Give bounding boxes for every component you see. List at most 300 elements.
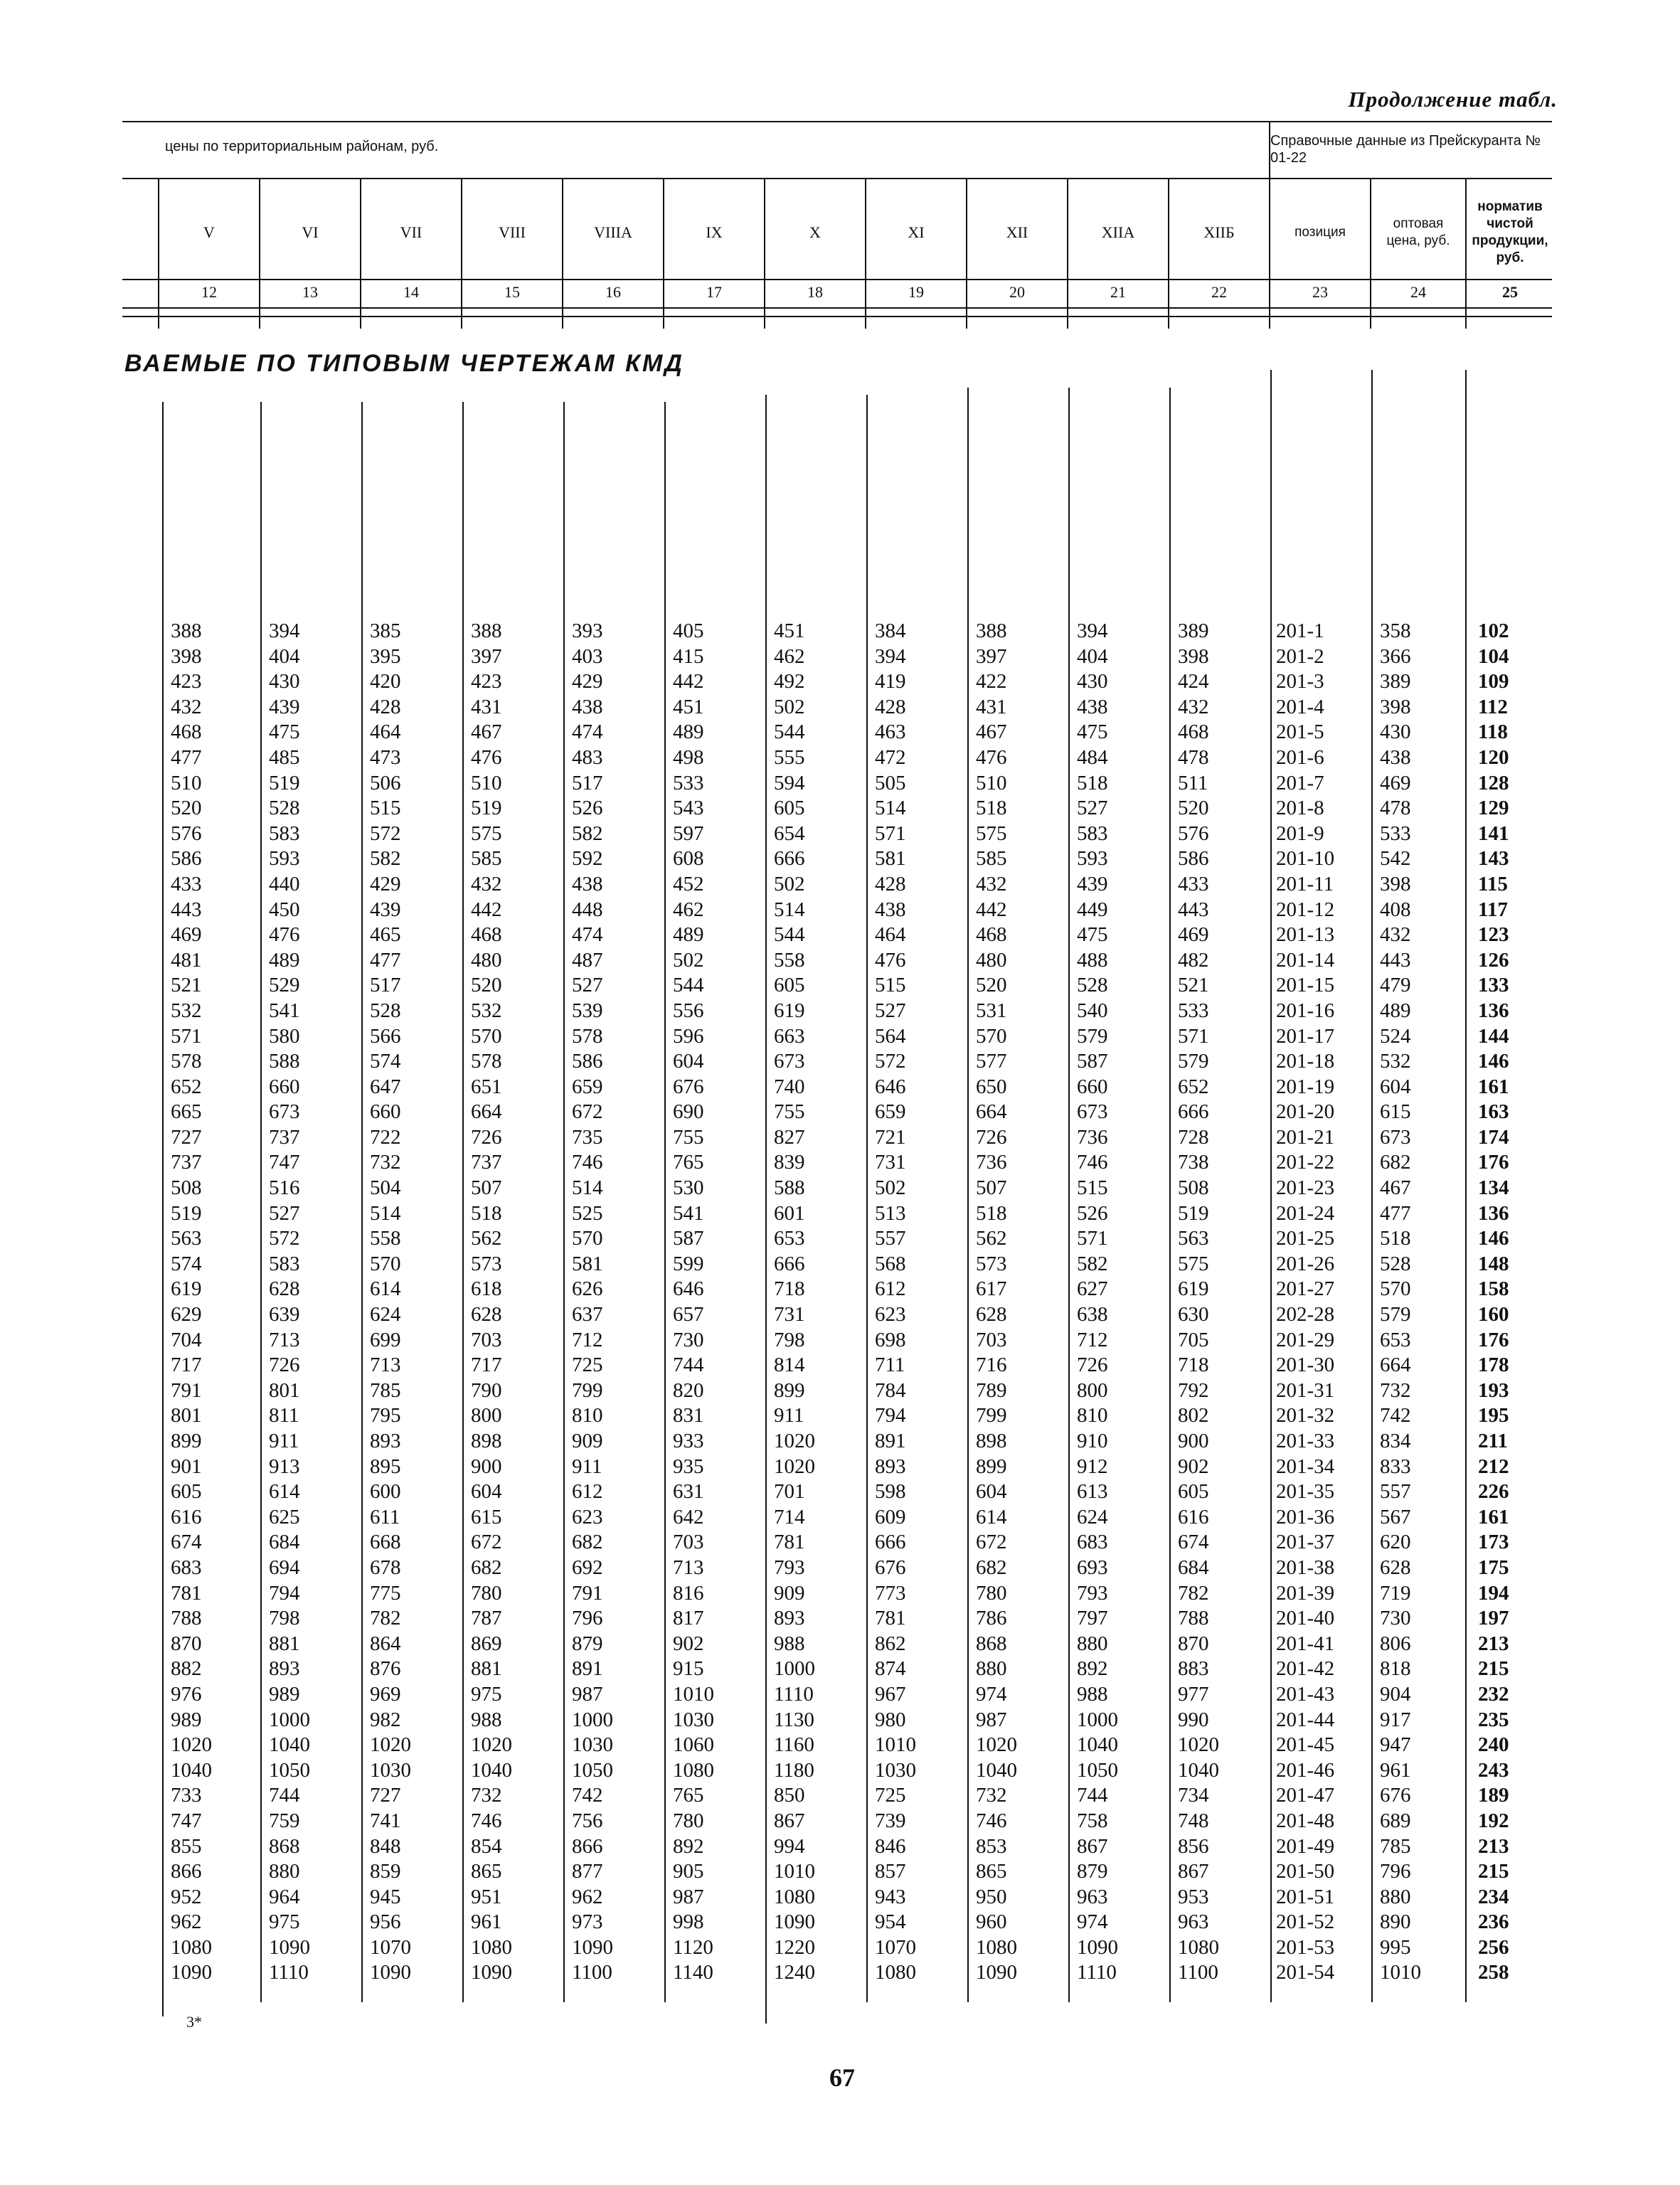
table-cell: 833: [1380, 1455, 1411, 1478]
table-cell: 1000: [269, 1708, 310, 1731]
table-cell: 1070: [370, 1935, 411, 1959]
table-cell: 898: [471, 1430, 502, 1452]
table-cell: 792: [1178, 1378, 1209, 1402]
reference-data-title: Справочные данные из Прейскуранта № 01-22: [1270, 133, 1541, 166]
table-cell: 732: [471, 1784, 502, 1807]
table-cell: 178: [1478, 1354, 1509, 1377]
table-cell: 567: [1380, 1505, 1411, 1529]
table-cell: 628: [269, 1277, 300, 1301]
table-cell: 403: [572, 644, 603, 668]
table-cell: 201-2: [1276, 644, 1324, 668]
table-cell: 964: [269, 1885, 300, 1908]
table-cell: 758: [1077, 1809, 1108, 1832]
table-cell: 516: [269, 1176, 300, 1200]
table-cell: 473: [370, 745, 401, 769]
table-cell: 734: [1178, 1784, 1209, 1807]
table-cell: 598: [875, 1480, 906, 1504]
table-cell: 428: [370, 695, 401, 718]
table-cell: 163: [1478, 1100, 1509, 1124]
table-cell: 432: [976, 872, 1007, 895]
column-rule: [563, 402, 565, 2002]
table-cell: 703: [976, 1328, 1007, 1351]
column-number: 23: [1312, 283, 1328, 301]
table-cell: 880: [1077, 1632, 1108, 1655]
table-cell: 518: [976, 797, 1007, 820]
table-cell: 558: [370, 1227, 401, 1250]
table-cell: 727: [370, 1784, 401, 1807]
table-cell: 498: [673, 745, 704, 769]
table-cell: 902: [673, 1632, 704, 1655]
table-cell: 653: [1380, 1328, 1411, 1351]
table-cell: 741: [370, 1809, 401, 1832]
table-cell: 877: [572, 1860, 603, 1883]
table-cell: 388: [976, 620, 1007, 642]
table-cell: 593: [269, 847, 300, 871]
column-head-wholesale-price: оптовая цена, руб.: [1386, 216, 1450, 248]
table-cell: 624: [370, 1303, 401, 1327]
table-cell: 814: [774, 1354, 805, 1377]
table-cell: 726: [471, 1125, 502, 1149]
table-cell: 676: [875, 1556, 906, 1579]
column-head-net-production-norm: норматив чистой продукции, руб.: [1472, 199, 1548, 265]
table-cell: 109: [1478, 670, 1509, 693]
table-cell: 731: [875, 1151, 906, 1174]
table-cell: 581: [572, 1252, 603, 1275]
column-head-XIIA: XIIA: [1101, 223, 1135, 241]
table-cell: 201-1: [1276, 620, 1324, 642]
table-cell: 990: [1178, 1708, 1209, 1731]
table-cell: 909: [774, 1581, 805, 1605]
table-cell: 585: [471, 847, 502, 871]
table-cell: 646: [875, 1075, 906, 1098]
table-cell: 911: [572, 1455, 602, 1478]
table-cell: 684: [1178, 1556, 1209, 1579]
table-cell: 1020: [1178, 1733, 1219, 1757]
table-cell: 713: [673, 1556, 704, 1579]
table-cell: 604: [471, 1480, 502, 1504]
table-cell: 430: [1380, 721, 1411, 744]
table-cell: 557: [875, 1227, 906, 1250]
table-cell: 747: [171, 1809, 202, 1832]
table-cell: 859: [370, 1860, 401, 1883]
table-cell: 544: [774, 923, 805, 947]
table-cell: 431: [976, 695, 1007, 718]
table-cell: 870: [1178, 1632, 1209, 1655]
column-head-IX: IX: [706, 223, 723, 241]
table-cell: 619: [1178, 1277, 1209, 1301]
table-cell: 389: [1380, 670, 1411, 693]
table-cell: 614: [370, 1277, 401, 1301]
table-cell: 717: [171, 1354, 202, 1377]
table-cell: 787: [471, 1607, 502, 1630]
table-cell: 1120: [673, 1935, 713, 1959]
table-cell: 943: [875, 1885, 906, 1908]
table-cell: 604: [976, 1480, 1007, 1504]
table-cell: 201-23: [1276, 1176, 1335, 1200]
table-cell: 528: [1077, 974, 1108, 997]
table-cell: 469: [1178, 923, 1209, 947]
table-cell: 508: [171, 1176, 202, 1200]
table-cell: 802: [1178, 1404, 1209, 1428]
table-cell: 484: [1077, 745, 1108, 769]
table-cell: 483: [572, 745, 603, 769]
table-cell: 201-11: [1276, 872, 1334, 895]
table-cell: 982: [370, 1708, 401, 1731]
table-cell: 571: [1178, 1024, 1209, 1048]
table-cell: 846: [875, 1834, 906, 1858]
table-cell: 881: [471, 1657, 502, 1681]
table-cell: 956: [370, 1910, 401, 1934]
table-cell: 652: [1178, 1075, 1209, 1098]
table-cell: 201-16: [1276, 999, 1335, 1022]
table-cell: 519: [171, 1201, 202, 1225]
table-cell: 806: [1380, 1632, 1411, 1655]
column-rule: [765, 395, 767, 2024]
table-cell: 726: [1077, 1354, 1108, 1377]
table-cell: 902: [1178, 1455, 1209, 1478]
table-cell: 243: [1478, 1758, 1509, 1782]
table-cell: 173: [1478, 1531, 1509, 1554]
table-cell: 673: [774, 1050, 805, 1073]
table-cell: 201-49: [1276, 1834, 1335, 1858]
table-cell: 673: [1077, 1100, 1108, 1124]
table-cell: 586: [1178, 847, 1209, 871]
table-cell: 988: [774, 1632, 805, 1655]
table-cell: 201-54: [1276, 1961, 1335, 1984]
table-cell: 701: [774, 1480, 805, 1504]
table-cell: 713: [370, 1354, 401, 1377]
table-cell: 975: [269, 1910, 300, 1934]
table-cell: 628: [976, 1303, 1007, 1327]
table-cell: 201-22: [1276, 1151, 1335, 1174]
table-cell: 144: [1478, 1024, 1509, 1048]
table-cell: 201-36: [1276, 1505, 1335, 1529]
table-cell: 712: [1077, 1328, 1108, 1351]
table-cell: 532: [471, 999, 502, 1022]
column-number: 16: [605, 283, 621, 301]
table-cell: 1020: [471, 1733, 512, 1757]
table-cell: 525: [572, 1201, 603, 1225]
table-cell: 511: [1178, 771, 1208, 794]
table-cell: 571: [875, 822, 906, 845]
table-cell: 740: [774, 1075, 805, 1098]
table-cell: 788: [171, 1607, 202, 1630]
table-cell: 430: [269, 670, 300, 693]
table-cell: 586: [572, 1050, 603, 1073]
table-cell: 474: [572, 923, 603, 947]
table-cell: 866: [171, 1860, 202, 1883]
table-cell: 1040: [1077, 1733, 1118, 1757]
table-cell: 158: [1478, 1277, 1509, 1301]
table-cell: 672: [471, 1531, 502, 1554]
table-cell: 839: [774, 1151, 805, 1174]
table-cell: 1020: [370, 1733, 411, 1757]
table-cell: 588: [269, 1050, 300, 1073]
table-cell: 464: [370, 721, 401, 744]
table-cell: 430: [1077, 670, 1108, 693]
table-cell: 756: [572, 1809, 603, 1832]
table-cell: 133: [1478, 974, 1509, 997]
table-cell: 639: [269, 1303, 300, 1327]
table-cell: 515: [875, 974, 906, 997]
table-cell: 689: [1380, 1809, 1411, 1832]
column-head-XI: XI: [908, 223, 925, 241]
table-cell: 1030: [370, 1758, 411, 1782]
table-cell: 682: [976, 1556, 1007, 1579]
table-cell: 480: [471, 948, 502, 972]
table-cell: 746: [471, 1809, 502, 1832]
table-cell: 527: [269, 1201, 300, 1225]
table-cell: 616: [1178, 1505, 1209, 1529]
table-cell: 1020: [976, 1733, 1017, 1757]
table-cell: 935: [673, 1455, 704, 1478]
table-cell: 161: [1478, 1505, 1509, 1529]
table-cell: 566: [370, 1024, 401, 1048]
table-cell: 467: [1380, 1176, 1411, 1200]
table-cell: 674: [171, 1531, 202, 1554]
table-cell: 673: [269, 1100, 300, 1124]
table-cell: 782: [1178, 1581, 1209, 1605]
table-cell: 533: [1380, 822, 1411, 845]
data-column-X: [774, 619, 815, 1986]
table-cell: 556: [673, 999, 704, 1022]
table-cell: 854: [471, 1834, 502, 1858]
table-cell: 618: [471, 1277, 502, 1301]
table-cell: 727: [171, 1125, 202, 1149]
column-rule: [664, 402, 666, 2002]
table-cell: 952: [171, 1885, 202, 1908]
column-number: 20: [1009, 283, 1025, 301]
table-cell: 893: [875, 1455, 906, 1478]
table-cell: 816: [673, 1581, 704, 1605]
table-cell: 594: [774, 771, 805, 794]
table-cell: 393: [572, 620, 603, 642]
table-cell: 232: [1478, 1682, 1509, 1706]
table-cell: 176: [1478, 1151, 1509, 1174]
table-cell: 905: [673, 1860, 704, 1883]
table-cell: 950: [976, 1885, 1007, 1908]
table-cell: 1100: [572, 1961, 612, 1984]
table-cell: 433: [171, 872, 202, 895]
table-cell: 605: [774, 797, 805, 820]
table-cell: 856: [1178, 1834, 1209, 1858]
table-cell: 737: [471, 1151, 502, 1174]
table-cell: 492: [774, 670, 805, 693]
table-cell: 394: [875, 644, 906, 668]
table-cell: 974: [1077, 1910, 1108, 1934]
table-cell: 570: [572, 1227, 603, 1250]
table-cell: 526: [572, 797, 603, 820]
table-cell: 773: [875, 1581, 906, 1605]
table-cell: 1090: [471, 1961, 512, 1984]
column-rule: [260, 402, 262, 2002]
column-number: 15: [504, 283, 520, 301]
table-cell: 573: [976, 1252, 1007, 1275]
table-cell: 726: [976, 1125, 1007, 1149]
column-number: 19: [908, 283, 924, 301]
table-cell: 575: [976, 822, 1007, 845]
table-cell: 1080: [875, 1961, 916, 1984]
table-cell: 1100: [1178, 1961, 1218, 1984]
table-cell: 820: [673, 1378, 704, 1402]
column-number: 22: [1211, 283, 1227, 301]
table-cell: 583: [269, 822, 300, 845]
column-rule: [967, 388, 969, 2002]
table-cell: 514: [370, 1201, 401, 1225]
data-column-wholesale-price: [1380, 619, 1421, 1986]
table-cell: 867: [1077, 1834, 1108, 1858]
table-cell: 865: [471, 1860, 502, 1883]
table-cell: 683: [1077, 1531, 1108, 1554]
table-cell: 579: [1380, 1303, 1411, 1327]
table-cell: 394: [269, 620, 300, 642]
table-cell: 664: [1380, 1354, 1411, 1377]
table-cell: 201-52: [1276, 1910, 1335, 1934]
table-cell: 874: [875, 1657, 906, 1681]
table-cell: 850: [774, 1784, 805, 1807]
table-cell: 480: [976, 948, 1007, 972]
table-cell: 201-6: [1276, 745, 1324, 769]
column-head-XII: XII: [1006, 223, 1028, 241]
table-cell: 867: [1178, 1860, 1209, 1883]
table-cell: 791: [572, 1581, 603, 1605]
table-cell: 989: [171, 1708, 202, 1731]
table-cell: 718: [1178, 1354, 1209, 1377]
table-cell: 781: [171, 1581, 202, 1605]
table-cell: 366: [1380, 644, 1411, 668]
table-cell: 801: [171, 1404, 202, 1428]
table-cell: 748: [1178, 1809, 1209, 1832]
prices-by-region-title: цены по территориальным районам, руб.: [165, 139, 439, 154]
table-cell: 637: [572, 1303, 603, 1327]
table-cell: 527: [1077, 797, 1108, 820]
table-cell: 201-32: [1276, 1404, 1335, 1428]
table-cell: 438: [572, 872, 603, 895]
table-cell: 443: [1178, 898, 1209, 921]
column-number: 12: [201, 283, 217, 301]
table-cell: 557: [1380, 1480, 1411, 1504]
table-cell: 201-44: [1276, 1708, 1335, 1731]
table-cell: 974: [976, 1682, 1007, 1706]
table-cell: 580: [269, 1024, 300, 1048]
table-cell: 583: [1077, 822, 1108, 845]
column-head-V: V: [203, 223, 215, 241]
table-cell: 730: [1380, 1607, 1411, 1630]
table-cell: 799: [572, 1378, 603, 1402]
table-cell: 898: [976, 1430, 1007, 1452]
table-cell: 899: [774, 1378, 805, 1402]
table-cell: 1030: [572, 1733, 613, 1757]
table-cell: 507: [976, 1176, 1007, 1200]
table-cell: 476: [471, 745, 502, 769]
header-mid-rule: [122, 178, 1552, 179]
table-cell: 881: [269, 1632, 300, 1655]
table-cell: 235: [1478, 1708, 1509, 1731]
table-cell: 197: [1478, 1607, 1509, 1630]
table-cell: 703: [673, 1531, 704, 1554]
table-cell: 585: [976, 847, 1007, 871]
table-cell: 895: [370, 1455, 401, 1478]
table-cell: 630: [1178, 1303, 1209, 1327]
table-cell: 201-10: [1276, 847, 1335, 871]
table-cell: 672: [572, 1100, 603, 1124]
table-cell: 865: [976, 1860, 1007, 1883]
table-cell: 1090: [171, 1961, 212, 1984]
column-rule: [1465, 370, 1467, 2002]
table-cell: 799: [976, 1404, 1007, 1428]
table-cell: 969: [370, 1682, 401, 1706]
table-cell: 967: [875, 1682, 906, 1706]
table-cell: 463: [875, 721, 906, 744]
table-cell: 442: [471, 898, 502, 921]
table-cell: 600: [370, 1480, 401, 1504]
table-cell: 962: [572, 1885, 603, 1908]
table-cell: 893: [774, 1607, 805, 1630]
table-cell: 817: [673, 1607, 704, 1630]
table-cell: 575: [1178, 1252, 1209, 1275]
table-cell: 519: [269, 771, 300, 794]
table-cell: 201-3: [1276, 670, 1324, 693]
table-cell: 438: [1380, 745, 1411, 769]
table-cell: 650: [976, 1075, 1007, 1098]
table-cell: 136: [1478, 1201, 1509, 1225]
table-cell: 201-33: [1276, 1430, 1335, 1452]
table-cell: 892: [1077, 1657, 1108, 1681]
table-cell: 115: [1478, 872, 1508, 895]
table-cell: 555: [774, 745, 805, 769]
table-cell: 201-50: [1276, 1860, 1335, 1883]
table-cell: 977: [1178, 1682, 1209, 1706]
table-cell: 593: [1077, 847, 1108, 871]
table-cell: 141: [1478, 822, 1509, 845]
table-cell: 692: [572, 1556, 603, 1579]
table-cell: 478: [1178, 745, 1209, 769]
table-cell: 578: [171, 1050, 202, 1073]
table-cell: 703: [471, 1328, 502, 1351]
table-cell: 394: [1077, 620, 1108, 642]
table-cell: 202-28: [1276, 1303, 1335, 1327]
table-cell: 429: [370, 872, 401, 895]
table-cell: 682: [572, 1531, 603, 1554]
table-cell: 539: [572, 999, 603, 1022]
table-cell: 389: [1178, 620, 1209, 642]
table-cell: 631: [673, 1480, 704, 1504]
table-cell: 1080: [673, 1758, 714, 1782]
table-cell: 1140: [673, 1961, 713, 1984]
table-cell: 719: [1380, 1581, 1411, 1605]
table-cell: 201-48: [1276, 1809, 1335, 1832]
table-cell: 174: [1478, 1125, 1509, 1149]
column-number: 24: [1410, 283, 1426, 301]
table-cell: 780: [471, 1581, 502, 1605]
table-cell: 515: [370, 797, 401, 820]
table-cell: 472: [875, 745, 906, 769]
table-cell: 913: [269, 1455, 300, 1478]
table-cell: 682: [1380, 1151, 1411, 1174]
table-cell: 604: [673, 1050, 704, 1073]
table-cell: 201-51: [1276, 1885, 1335, 1908]
table-cell: 578: [471, 1050, 502, 1073]
table-cell: 467: [471, 721, 502, 744]
table-cell: 541: [269, 999, 300, 1022]
table-cell: 146: [1478, 1227, 1509, 1250]
table-cell: 811: [269, 1404, 299, 1428]
table-cell: 451: [673, 695, 704, 718]
table-cell: 868: [269, 1834, 300, 1858]
table-cell: 432: [1380, 923, 1411, 947]
table-cell: 489: [269, 948, 300, 972]
table-cell: 879: [572, 1632, 603, 1655]
